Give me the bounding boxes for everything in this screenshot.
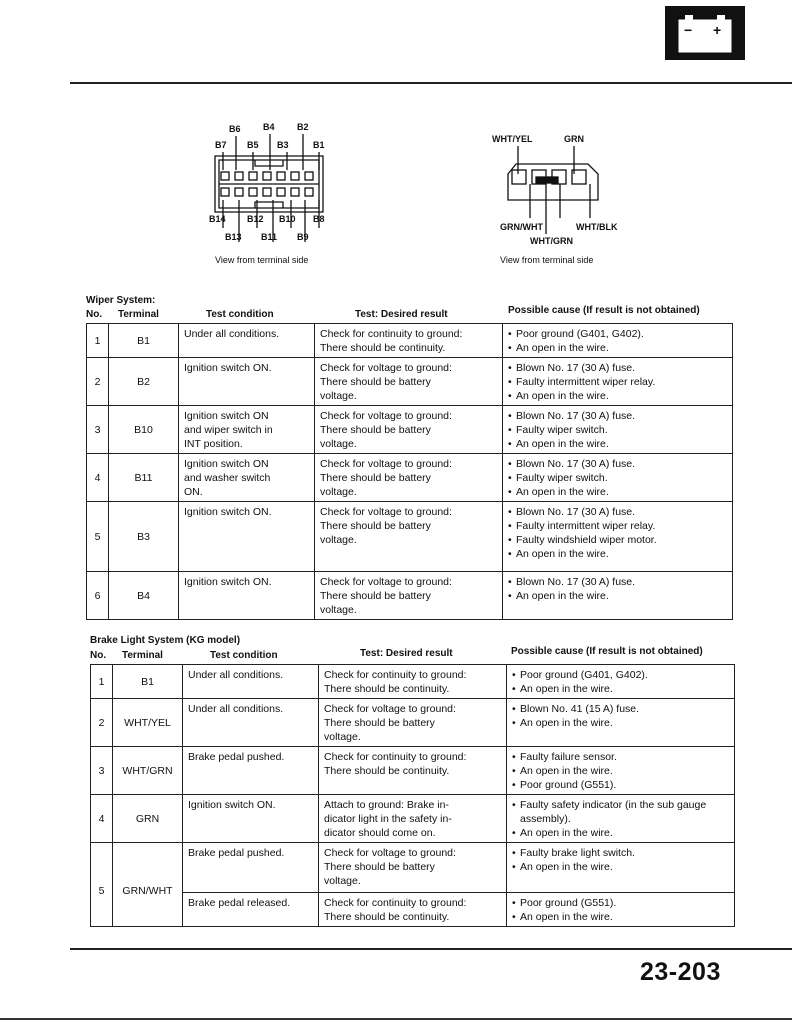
possible-cause-cell — [507, 893, 735, 927]
wiper-test-table — [86, 323, 733, 620]
test-condition-cell: Ignition switch ON and washer switch ON. — [179, 454, 315, 502]
cause-item: • An open in the wire. — [508, 589, 727, 603]
row-number: 1 — [91, 665, 113, 699]
possible-cause-cell — [507, 795, 735, 843]
cause-list — [512, 750, 729, 792]
pin-label: B13 — [225, 232, 242, 242]
test-condition-cell: Under all conditions. — [183, 699, 319, 747]
test-condition-cell: Brake pedal pushed. — [183, 843, 319, 893]
desired-result-cell: Attach to ground: Brake in- dicator light in the safety in- dicator should come on. — [319, 795, 507, 843]
row-number: 3 — [91, 747, 113, 795]
terminal-cell: B1 — [109, 324, 179, 358]
cause-item: • Faulty brake light switch. — [512, 846, 729, 860]
pin-label: B6 — [229, 124, 241, 134]
cause-list — [508, 457, 727, 499]
cause-item: • Blown No. 17 (30 A) fuse. — [508, 457, 727, 471]
pin-label: B2 — [297, 122, 309, 132]
cause-list — [512, 896, 729, 924]
test-condition-cell: Brake pedal pushed. — [183, 747, 319, 795]
wire-label: GRN — [564, 134, 584, 144]
cause-item: • An open in the wire. — [512, 826, 729, 840]
terminal-cell: GRN/WHT — [113, 843, 183, 927]
page-edge — [0, 1018, 792, 1020]
row-number: 1 — [87, 324, 109, 358]
cause-item: • An open in the wire. — [508, 485, 727, 499]
cause-list — [512, 846, 729, 874]
terminal-cell: B2 — [109, 358, 179, 406]
table-row — [91, 747, 735, 795]
cause-item: • Faulty safety indicator (in the sub gauge assembly). — [512, 798, 729, 826]
wiper-connector-diagram — [195, 118, 365, 268]
possible-cause-cell — [507, 665, 735, 699]
desired-result-cell: Check for continuity to ground: There should be continuity. — [319, 893, 507, 927]
top-divider — [70, 82, 792, 84]
header-terminal: Terminal — [118, 309, 159, 320]
brake-test-table — [90, 664, 735, 927]
row-number: 6 — [87, 572, 109, 620]
cause-item: • Faulty wiper switch. — [508, 471, 727, 485]
desired-result-cell: Check for voltage to ground: There should be battery voltage. — [319, 699, 507, 747]
row-number: 5 — [91, 843, 113, 927]
cause-item: • Blown No. 17 (30 A) fuse. — [508, 575, 727, 589]
cause-list — [508, 361, 727, 403]
cause-item: • Blown No. 17 (30 A) fuse. — [508, 409, 727, 423]
desired-result-cell: Check for continuity to ground: There should be continuity. — [315, 324, 503, 358]
pin-label: B8 — [313, 214, 325, 224]
possible-cause-cell — [507, 843, 735, 893]
page-number: 23-203 — [640, 958, 721, 986]
desired-result-cell: Check for voltage to ground: There should be battery voltage. — [315, 454, 503, 502]
terminal-cell: GRN — [113, 795, 183, 843]
header-result: Test: Desired result — [360, 648, 453, 659]
table-row — [91, 843, 735, 893]
cause-item: • An open in the wire. — [512, 860, 729, 874]
terminal-cell: B3 — [109, 502, 179, 572]
test-condition-cell: Under all conditions. — [183, 665, 319, 699]
table-row — [91, 665, 735, 699]
bottom-divider — [70, 948, 792, 950]
battery-icon — [665, 6, 745, 60]
cause-item: • Faulty failure sensor. — [512, 750, 729, 764]
possible-cause-cell — [503, 358, 733, 406]
table-row — [91, 699, 735, 747]
table-row — [87, 454, 733, 502]
cause-item: • An open in the wire. — [512, 716, 729, 730]
cause-item: • Faulty wiper switch. — [508, 423, 727, 437]
header-result: Test: Desired result — [355, 309, 448, 320]
cause-item: • An open in the wire. — [512, 910, 729, 924]
desired-result-cell: Check for continuity to ground: There should be continuity. — [319, 665, 507, 699]
connector-shape — [195, 118, 365, 268]
table-row — [91, 795, 735, 843]
possible-cause-cell — [503, 454, 733, 502]
header-terminal: Terminal — [122, 650, 163, 661]
terminal-cell: B10 — [109, 406, 179, 454]
brake-connector-diagram — [490, 130, 640, 250]
cause-list — [508, 505, 727, 561]
pin-label: B3 — [277, 140, 289, 150]
cause-list — [508, 575, 727, 603]
cause-item: • An open in the wire. — [508, 437, 727, 451]
header-no: No. — [90, 650, 107, 661]
possible-cause-cell — [507, 747, 735, 795]
cause-item: • An open in the wire. — [508, 547, 727, 561]
header-condition: Test condition — [206, 309, 274, 320]
pin-label: B12 — [247, 214, 264, 224]
wiper-section-title: Wiper System: — [86, 295, 156, 306]
wire-label: WHT/YEL — [492, 134, 533, 144]
cause-item: • Faulty intermittent wiper relay. — [508, 519, 727, 533]
pin-label: B11 — [261, 232, 278, 242]
pin-label: B10 — [279, 214, 296, 224]
header-condition: Test condition — [210, 650, 278, 661]
table-row — [87, 324, 733, 358]
desired-result-cell: Check for voltage to ground: There should be battery voltage. — [315, 502, 503, 572]
cause-item: • Blown No. 17 (30 A) fuse. — [508, 361, 727, 375]
cause-item: • An open in the wire. — [508, 389, 727, 403]
pin-label: B4 — [263, 122, 275, 132]
battery-minus: − — [684, 22, 693, 38]
pin-label: B7 — [215, 140, 227, 150]
cause-item: • Faulty windshield wiper motor. — [508, 533, 727, 547]
cause-item: • Blown No. 17 (30 A) fuse. — [508, 505, 727, 519]
desired-result-cell: Check for continuity to ground: There should be continuity. — [319, 747, 507, 795]
row-number: 3 — [87, 406, 109, 454]
test-condition-cell: Ignition switch ON. — [179, 358, 315, 406]
terminal-cell: B1 — [113, 665, 183, 699]
table-row — [91, 893, 735, 927]
test-condition-cell: Ignition switch ON and wiper switch in INT position. — [179, 406, 315, 454]
table-row — [87, 358, 733, 406]
table-row — [87, 502, 733, 572]
wire-label: WHT/GRN — [530, 236, 573, 246]
header-cause: Possible cause (If result is not obtained) — [511, 646, 703, 657]
brake-section-title: Brake Light System (KG model) — [90, 635, 241, 646]
cause-item: • An open in the wire. — [508, 341, 727, 355]
test-condition-cell: Ignition switch ON. — [183, 795, 319, 843]
test-condition-cell: Under all conditions. — [179, 324, 315, 358]
test-condition-cell: Brake pedal released. — [183, 893, 319, 927]
cause-item: • Poor ground (G401, G402). — [512, 668, 729, 682]
possible-cause-cell — [503, 572, 733, 620]
terminal-cell: B11 — [109, 454, 179, 502]
row-number: 2 — [87, 358, 109, 406]
header-cause: Possible cause (If result is not obtained) — [508, 305, 700, 316]
desired-result-cell: Check for voltage to ground: There should be battery voltage. — [315, 572, 503, 620]
cause-list — [508, 327, 727, 355]
terminal-cell: B4 — [109, 572, 179, 620]
cause-item: • An open in the wire. — [512, 682, 729, 696]
possible-cause-cell — [507, 699, 735, 747]
battery-symbol — [665, 6, 745, 60]
pin-label: B9 — [297, 232, 309, 242]
wire-label: WHT/BLK — [576, 222, 618, 232]
cause-item: • Faulty intermittent wiper relay. — [508, 375, 727, 389]
cause-list — [512, 702, 729, 730]
test-condition-cell: Ignition switch ON. — [179, 572, 315, 620]
pin-label: B1 — [313, 140, 325, 150]
cause-item: • Poor ground (G551). — [512, 896, 729, 910]
terminal-cell: WHT/GRN — [113, 747, 183, 795]
row-number: 4 — [87, 454, 109, 502]
cause-list — [512, 668, 729, 696]
wire-label: GRN/WHT — [500, 222, 543, 232]
pin-label: B14 — [209, 214, 226, 224]
possible-cause-cell — [503, 502, 733, 572]
possible-cause-cell — [503, 324, 733, 358]
cause-list — [508, 409, 727, 451]
pin-label: B5 — [247, 140, 259, 150]
cause-list — [512, 798, 729, 840]
table-row — [87, 406, 733, 454]
right-view-caption: View from terminal side — [500, 255, 594, 265]
cause-item: • An open in the wire. — [512, 764, 729, 778]
cause-item: • Poor ground (G401, G402). — [508, 327, 727, 341]
left-view-caption: View from terminal side — [215, 255, 309, 265]
desired-result-cell: Check for voltage to ground: There should be battery voltage. — [315, 358, 503, 406]
terminal-cell: WHT/YEL — [113, 699, 183, 747]
header-no: No. — [86, 309, 103, 320]
row-number: 4 — [91, 795, 113, 843]
test-condition-cell: Ignition switch ON. — [179, 502, 315, 572]
connector-shape — [490, 130, 640, 250]
cause-item: • Blown No. 41 (15 A) fuse. — [512, 702, 729, 716]
cause-item: • Poor ground (G551). — [512, 778, 729, 792]
row-number: 5 — [87, 502, 109, 572]
table-row — [87, 572, 733, 620]
desired-result-cell: Check for voltage to ground: There should be battery voltage. — [319, 843, 507, 893]
desired-result-cell: Check for voltage to ground: There should be battery voltage. — [315, 406, 503, 454]
battery-plus: + — [713, 22, 722, 38]
row-number: 2 — [91, 699, 113, 747]
possible-cause-cell — [503, 406, 733, 454]
